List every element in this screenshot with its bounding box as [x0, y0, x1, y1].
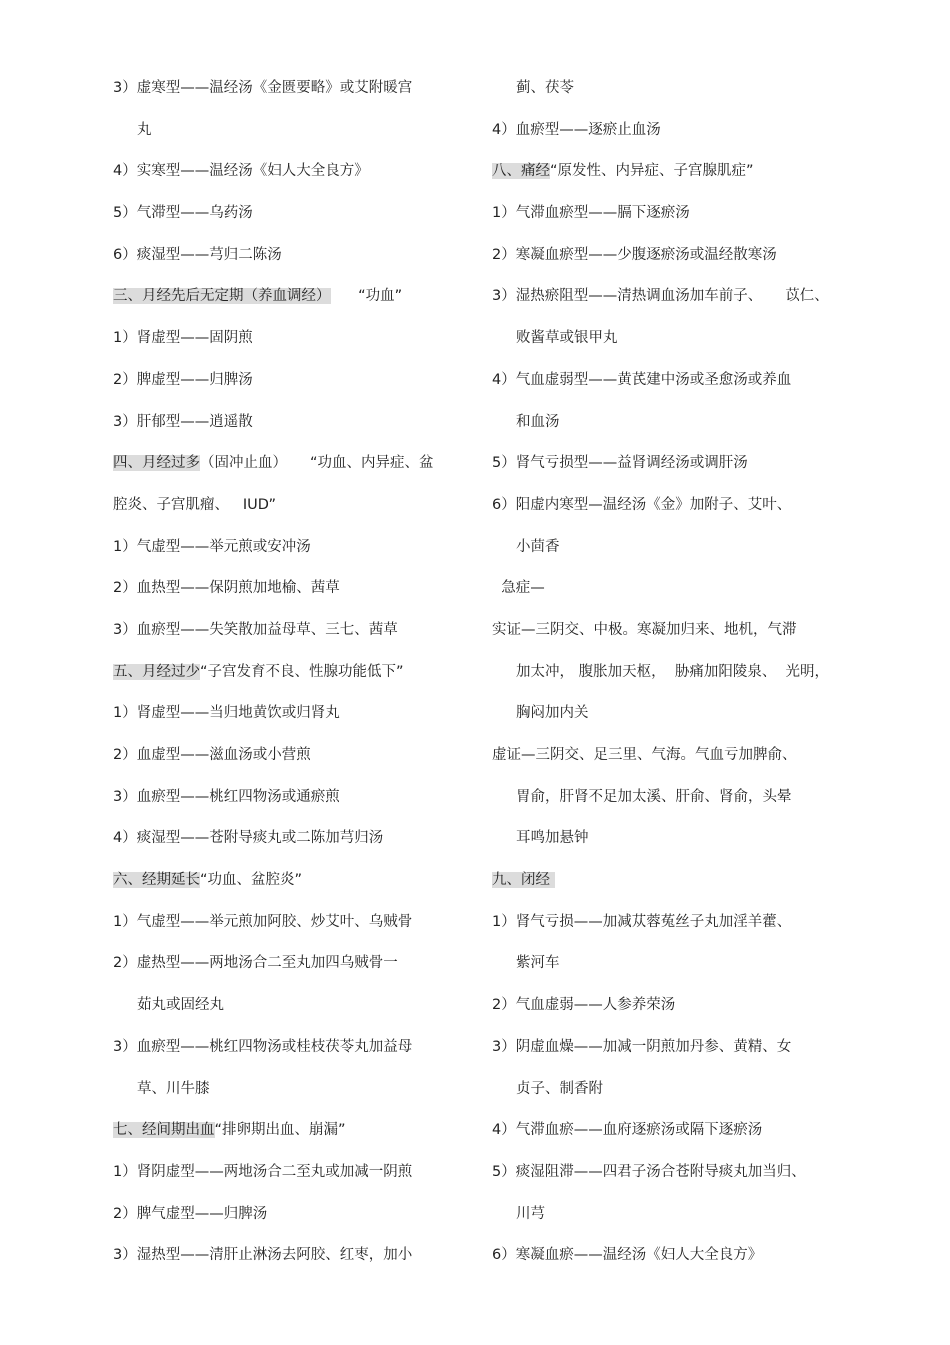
line-text: 2）脾虚型——归脾汤 [113, 371, 253, 388]
text-line [492, 276, 852, 318]
line-text: 1）肾阴虚型——两地汤合二至丸或加减一阴煎 [113, 1163, 413, 1180]
text-line [113, 360, 458, 402]
line-text: 实证—三阴交、中极。寒凝加归来、地机，气滞 [492, 621, 797, 638]
text-line [492, 693, 852, 735]
text-line [113, 985, 458, 1027]
line-text: 紫河车 [516, 955, 560, 972]
text-line [492, 568, 852, 610]
text-line [492, 1235, 852, 1277]
section-heading [113, 1110, 458, 1152]
line-text: 1）气虚型——举元煎或安冲汤 [113, 538, 311, 555]
line-text: 川芎 [516, 1205, 545, 1222]
text-line [113, 1152, 458, 1194]
line-text: 5）痰湿阻滞——四君子汤合苍附导痰丸加当归、 [492, 1163, 806, 1180]
text-line [113, 568, 458, 610]
text-line [113, 235, 458, 277]
text-line [113, 527, 458, 569]
line-text: 加太冲， 腹胀加天枢， 胁痛加阳陵泉、 光明， [516, 663, 830, 680]
line-text: 2）脾气虚型——归脾汤 [113, 1205, 268, 1222]
heading-highlight: 七、经间期出血 [113, 1122, 215, 1139]
text-line [492, 818, 852, 860]
line-text: 1）气虚型——举元煎加阿胶、炒艾叶、乌贼骨 [113, 913, 413, 930]
text-line [113, 1069, 458, 1111]
text-line [113, 943, 458, 985]
line-text: 4）实寒型——温经汤《妇人大全良方》 [113, 163, 369, 180]
line-text: 3）肝郁型——逍遥散 [113, 413, 253, 430]
text-line [492, 360, 852, 402]
line-text: 3）阴虚血燥——加减一阴煎加丹参、黄精、女 [492, 1038, 792, 1055]
line-text: 2）血热型——保阴煎加地榆、茜草 [113, 580, 340, 597]
text-line [113, 402, 458, 444]
text-line [492, 943, 852, 985]
line-text: 贞子、制香附 [516, 1080, 603, 1097]
left-column [113, 68, 458, 1277]
line-text: 6）阳虚内寒型—温经汤《金》加附子、艾叶、 [492, 496, 792, 513]
text-line [492, 318, 852, 360]
line-text: 4）血瘀型——逐瘀止血汤 [492, 121, 661, 138]
line-text: 3）血瘀型——桃红四物汤或通瘀煎 [113, 788, 340, 805]
line-text: 4）气滞血瘀——血府逐瘀汤或隔下逐瘀汤 [492, 1122, 763, 1139]
line-text: 茹丸或固经丸 [137, 997, 224, 1014]
text-line [492, 485, 852, 527]
heading-highlight: 四、月经过多 [113, 455, 200, 472]
line-text: “功血、盆腔炎” [200, 872, 303, 889]
text-line [113, 68, 458, 110]
text-line [113, 151, 458, 193]
text-line [113, 735, 458, 777]
line-text: “原发性、内异症、子宫腺肌症” [550, 163, 754, 180]
heading-highlight: 三、月经先后无定期（养血调经） [113, 288, 331, 305]
text-line [492, 1110, 852, 1152]
section-heading [113, 443, 458, 485]
text-line [492, 610, 852, 652]
text-line [113, 318, 458, 360]
text-line [492, 443, 852, 485]
line-text: 3）湿热瘀阻型——清热调血汤加车前子、 苡仁、 [492, 288, 829, 305]
right-column [492, 68, 852, 1277]
text-line [492, 1027, 852, 1069]
text-line [113, 693, 458, 735]
line-text: 4）痰湿型——苍附导痰丸或二陈加芎归汤 [113, 830, 384, 847]
heading-highlight: 六、经期延长 [113, 872, 200, 889]
text-line [492, 777, 852, 819]
section-heading [113, 860, 458, 902]
text-line [492, 902, 852, 944]
section-heading [492, 151, 852, 193]
text-line [492, 68, 852, 110]
line-text: 草、川牛膝 [137, 1080, 210, 1097]
line-text: 丸 [137, 121, 152, 138]
text-line [492, 193, 852, 235]
line-text: 耳鸣加悬钟 [516, 830, 589, 847]
line-text: 5）气滞型——乌药汤 [113, 205, 253, 222]
text-line [113, 777, 458, 819]
heading-highlight: 五、月经过少 [113, 663, 200, 680]
text-line [113, 110, 458, 152]
heading-highlight: 九、闭经 [492, 872, 555, 889]
text-line [113, 485, 458, 527]
line-text: “排卵期出血、崩漏” [214, 1122, 346, 1139]
section-heading [113, 652, 458, 694]
line-text: 胸闷加内关 [516, 705, 589, 722]
text-line [113, 1027, 458, 1069]
text-line [492, 527, 852, 569]
line-text: 腔炎、子宫肌瘤、 IUD” [113, 496, 277, 513]
line-text: 2）血虚型——滋血汤或小营煎 [113, 747, 311, 763]
line-text: “功血” [330, 288, 403, 305]
text-line [492, 402, 852, 444]
line-text: 3）血瘀型——桃红四物汤或桂枝茯苓丸加益母 [113, 1038, 413, 1055]
line-text: 和血汤 [516, 413, 560, 430]
section-heading [492, 860, 852, 902]
line-text: 1）气滞血瘀型——膈下逐瘀汤 [492, 205, 690, 222]
line-text: 败酱草或银甲丸 [516, 330, 618, 347]
line-text: 小茴香 [516, 538, 560, 555]
text-line [492, 1069, 852, 1111]
line-text: 1）肾虚型——固阴煎 [113, 330, 253, 347]
section-heading [113, 276, 458, 318]
line-text: （固冲止血） “功血、内异症、盆 [200, 455, 434, 472]
line-text: 4）气血虚弱型——黄芪建中汤或圣愈汤或养血 [492, 371, 792, 388]
line-text: “子宫发育不良、性腺功能低下” [200, 663, 404, 680]
line-text: 3）湿热型——清肝止淋汤去阿胶、红枣，加小 [113, 1247, 413, 1264]
text-line [492, 235, 852, 277]
text-line [113, 610, 458, 652]
line-text: 5）肾气亏损型——益肾调经汤或调肝汤 [492, 455, 748, 472]
line-text: 3）血瘀型——失笑散加益母草、三七、茜草 [113, 621, 398, 638]
line-text: 胃俞，肝肾不足加太溪、肝俞、肾俞，头晕 [516, 788, 792, 805]
text-line [113, 1194, 458, 1236]
text-line [492, 652, 852, 694]
line-text: 6）痰湿型——芎归二陈汤 [113, 246, 282, 263]
text-line [492, 985, 852, 1027]
text-line [113, 1235, 458, 1277]
line-text: 3）虚寒型——温经汤《金匮要略》或艾附暖宫 [113, 80, 413, 96]
text-line [492, 110, 852, 152]
text-line [492, 735, 852, 777]
text-line [113, 902, 458, 944]
heading-highlight: 八、痛经 [492, 163, 550, 180]
line-text: 1）肾虚型——当归地黄饮或归肾丸 [113, 705, 340, 722]
text-line [113, 193, 458, 235]
line-text: 蓟、茯苓 [516, 80, 574, 96]
line-text: 2）虚热型——两地汤合二至丸加四乌贼骨一 [113, 955, 398, 972]
line-text: 2）气血虚弱——人参养荣汤 [492, 997, 676, 1014]
line-text: 急症— [492, 580, 545, 597]
text-line [492, 1152, 852, 1194]
text-line [113, 818, 458, 860]
line-text: 6）寒凝血瘀——温经汤《妇人大全良方》 [492, 1247, 763, 1264]
line-text: 2）寒凝血瘀型——少腹逐瘀汤或温经散寒汤 [492, 246, 777, 263]
line-text: 1）肾气亏损——加减苁蓉菟丝子丸加淫羊藿、 [492, 913, 792, 930]
line-text: 虚证—三阴交、足三里、气海。气血亏加脾俞、 [492, 747, 797, 763]
text-line [492, 1194, 852, 1236]
